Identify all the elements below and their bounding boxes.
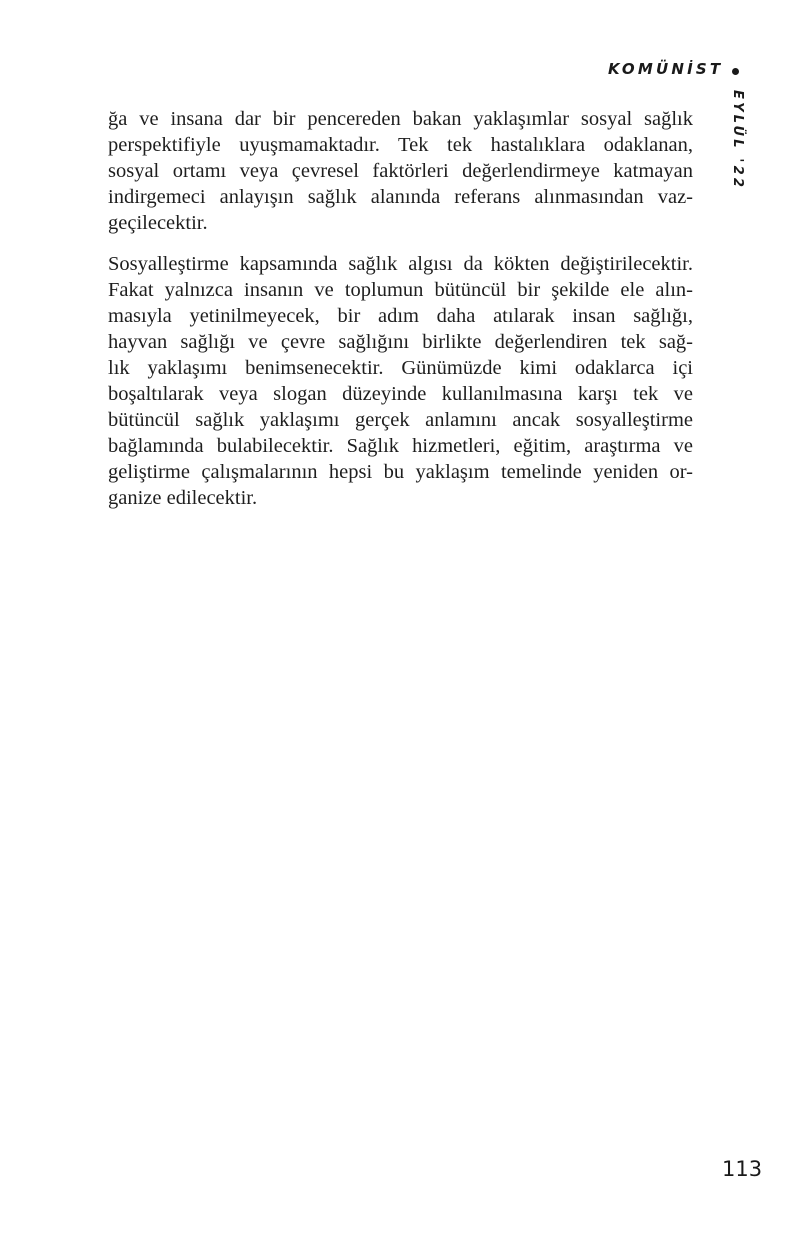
body-text — [108, 106, 693, 526]
publication-title: KOMÜNİST — [608, 60, 724, 78]
text-line: Fakat yalnızca insanın ve toplumun bütüncül bir şekilde ele alın- — [108, 279, 693, 301]
page-number: 113 — [722, 1157, 763, 1181]
text-line: bütüncül sağlık yaklaşımı gerçek anlamını ancak sosyalleştirme — [108, 409, 693, 431]
paragraph-1 — [108, 106, 693, 236]
text-line: boşaltılarak veya slogan düzeyinde kullanılmasına karşı tek ve — [108, 383, 693, 405]
bullet-dot-icon — [732, 68, 739, 75]
paragraph-2 — [108, 251, 693, 511]
text-line: indirgemeci anlayışın sağlık alanında referans alınmasından vaz- — [108, 186, 693, 208]
text-line: perspektifiyle uyuşmamaktadır. Tek tek hastalıklara odaklanan, — [108, 134, 693, 156]
text-line: hayvan sağlığı ve çevre sağlığını birlikte değerlendiren tek sağ- — [108, 331, 693, 353]
text-line: lık yaklaşımı benimsenecektir. Günümüzde kimi odaklarca içi — [108, 357, 693, 379]
text-line: ğa ve insana dar bir pencereden bakan yaklaşımlar sosyal sağlık — [108, 108, 693, 130]
text-line: Sosyalleştirme kapsamında sağlık algısı da kökten değiştirilecektir. — [108, 253, 693, 275]
text-line: geçilecektir. — [108, 212, 208, 234]
text-line: bağlamında bulabilecektir. Sağlık hizmetleri, eğitim, araştırma ve — [108, 435, 693, 457]
text-line: ganize edilecektir. — [108, 487, 258, 509]
text-line: geliştirme çalışmalarının hepsi bu yaklaşım temelinde yeniden or- — [108, 461, 693, 483]
text-line: sosyal ortamı veya çevresel faktörleri değerlendirmeye katmayan — [108, 160, 693, 182]
text-line: masıyla yetinilmeyecek, bir adım daha atılarak insan sağlığı, — [108, 305, 693, 327]
issue-date-label: EYLÜL '22 — [730, 90, 745, 191]
